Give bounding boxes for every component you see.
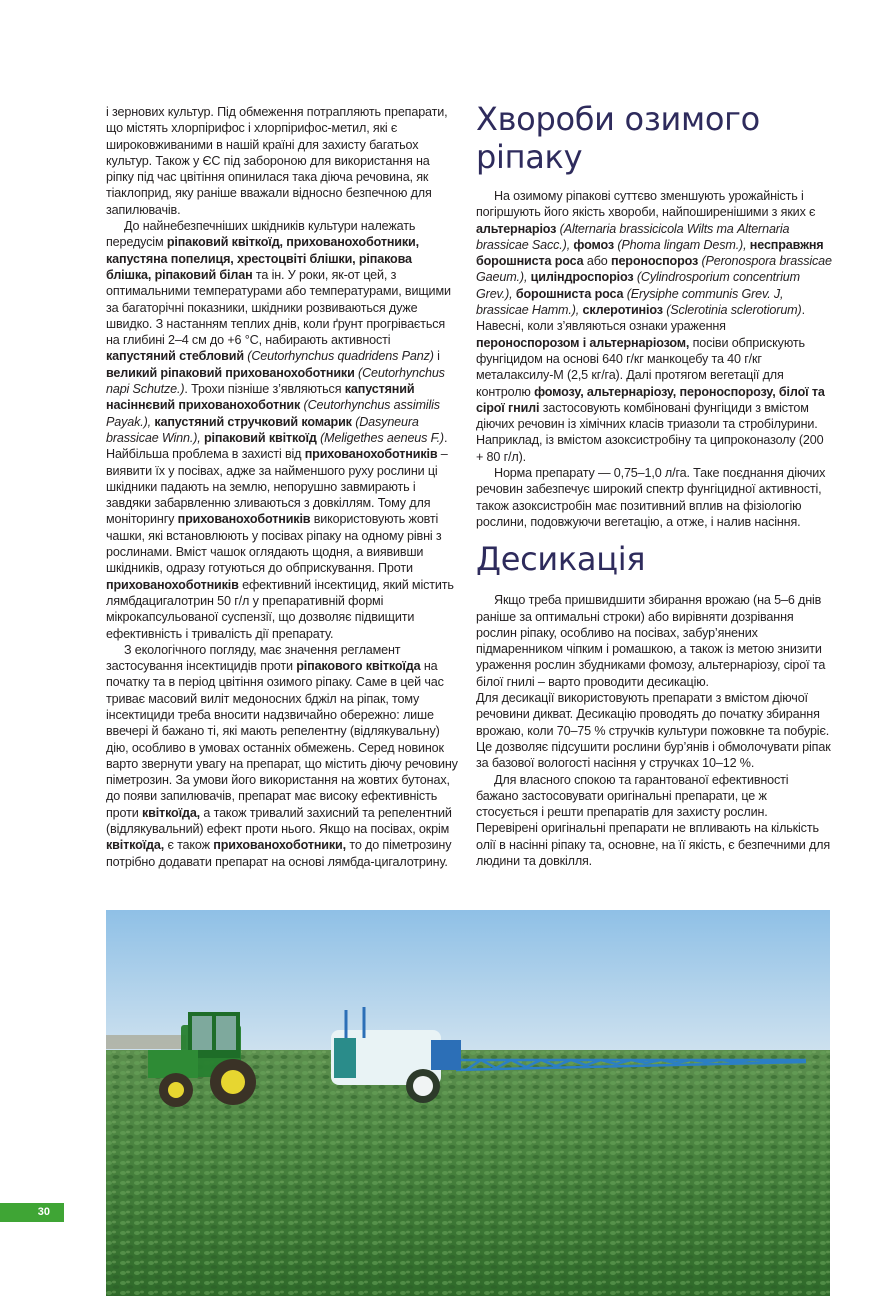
heading-desiccation: Десикація bbox=[476, 540, 646, 579]
paragraph-desiccation-when: Якщо треба пришвидшити збирання врожаю (на 5–6 днів раніше за оптимальні строки) або вирівняти дозрівання рослин ріпаку, особливо на посівах, забур’янених підмаренником чіпким і ромашкою, а також із метою знизити ураження рослин збудниками фомозу, альтернаріозу, сірої та білої гнилі – варто проводити десикацію. bbox=[476, 593, 826, 689]
paragraph-dosage: Норма препарату — 0,75–1,0 л/га. Таке поєднання діючих речовин забезпечує широкий спектр фунгіцидної активності, також азоксистробін має позитивний вплив на фізіологію рослини, подовжуючи вегетацію, а отже, і налив насіння. bbox=[476, 466, 826, 529]
left-column bbox=[106, 104, 458, 870]
paragraph-intro: і зернових культур. Під обмеження потрапляють препарати, що містять хлорпірифос і хлорпірифос-метил, які є широковживаними в нашій країні для захисту багатьох культур. Також у ЄС під забороною для використання на ріпку під час цвітіння опинилася така діюча речовина, як тіаклоприд, яку раніше вважали відносно безпечною для запилювачів. bbox=[106, 105, 448, 217]
right-column bbox=[476, 100, 832, 869]
paragraph-desiccation-how: Для десикації використовують препарати з вмістом діючої речовини дикват. Десикацію проводять до початку збирання врожаю, коли 70–75 % стручків культури пожовкне та побуріє. Це дозволяє підсушити рослини бур’янів і обмолочувати ріпак за базової вологості насіння у стручках 10–12 %. bbox=[476, 691, 831, 771]
paragraph-pests: До найнебезпечніших шкідників культури належать передусім ріпаковий квіткоїд, прихованохоботники, капустяна попелиця, хрестоцвіті блішки, ріпакова блішка, ріпаковий білан та ін. У роки, як-от цей, з оптимальними температурами або температурами, вищими за багаторічні показники, шкідники розвиваються дуже швидко. З настанням теплих днів, коли ґрунт прогрівається на глибині 2–4 см до +6 °С, набирають активності капустяний стебловий (Ceutorhynchus quadridens Panz) і великий ріпаковий прихованохоботники (Ceutorhynchus napi Schutze.). Трохи пізніше з’являються капустяний насіннєвий прихованохоботник (Ceutorhynchus assimilis Payak.), капустяний стручковий комарик (Dasyneura brassicae Winn.), ріпаковий квіткоїд (Meligethes aeneus F.). Найбільша проблема в захисті від прихованохоботників – виявити їх у посівах, адже за найменшого руху рослини ці шкідники падають на землю, непорушно завмирають і завдяки забарвленню зливаються з довкіллям. Тому для моніторингу прихованохоботників використовують жовті чашки, які встановлюють у посівах ріпаку на одному рівні з рослинами. Вміст чашок оглядають щодня, а виявивши шкідників, одразу готуються до обприскування. Проти прихованохоботників ефективний інсектицид, який містить лямбдацигалотрин 50 г/л у препаративній формі мікрокапсульованої суспензії, що дозволяє підвищити ефективність і тривалість дії препарату. bbox=[106, 219, 454, 641]
tractor-sprayer-field-image bbox=[106, 910, 830, 1296]
heading-diseases: Хвороби озимого ріпаку bbox=[476, 100, 760, 176]
field-photo bbox=[106, 910, 830, 1296]
paragraph-diseases: На озимому ріпакові суттєво зменшують урожайність і погіршують його якість хвороби, найпоширенішими з яких є альтернаріоз (Alternaria brassicicola Wilts та Alternaria brassicae Sacc.), фомоз (Phoma lingam Desm.), несправжня борошниста роса або пероноспороз (Peronospora brassicae Gaeum.), циліндроспоріоз (Cylindrosporium concentrium Grev.), борошниста роса (Erysiphe communis Grev. J, brassicae Hamm.), склеротиніоз (Sclerotinia sclerotiorum). Навесні, коли з’являються ознаки ураження пероноспорозом і альтернаріозом, посіви обприскують фунгіцидом на основі 640 г/кг манкоцебу та 40 г/кг металаксилу-М (2,5 кг/га). Далі протягом вегетації для контролю фомозу, альтернаріозу, пероноспорозу, білої та сірої гнилі застосовують комбіновані фунгіциди з вмістом діючих речовин із хімічних класів триазоли та стробілурини. Наприклад, із вмістом азоксистробіну та ципроконазолу (200 + 80 г/л). bbox=[476, 189, 832, 464]
paragraph-ecology: З екологічного погляду, має значення регламент застосування інсектицидів проти ріпакового квіткоїда на початку та в період цвітіння озимого ріпаку. Саме в цей час триває масовий виліт медоносних бджіл на ріпак, тому інсектициди треба вносити надзвичайно обережно: лише ввечері й бажано ті, які мають репелентну (відлякувальну) дію, особливо в умовах останніх обмежень. Серед новинок варто звернути увагу на препарат, що містить діючу речовину піметрозин. За умови його використання на жовтих бутонах, до появи запилювачів, препарат має високу ефективність проти квіткоїда, а також тривалий захисний та репелентний (відлякувальний) ефект проти нього. Якщо на посівах, окрім квіткоїда, є також прихованохоботники, то до піметрозину потрібно додавати препарат на основі лямбда-цигалотрину. bbox=[106, 642, 458, 869]
paragraph-original-products: Для власного спокою та гарантованої ефективності бажано застосовувати оригінальні препарати, це ж стосується і решти препаратів для захисту рослин. Перевірені оригінальні препарати не впливають на кількість олії в насінні ріпаку та, основне, на її якість, є безпечними для людини та довкілля. bbox=[476, 772, 831, 868]
page-number-tab: 30 bbox=[0, 1203, 64, 1222]
